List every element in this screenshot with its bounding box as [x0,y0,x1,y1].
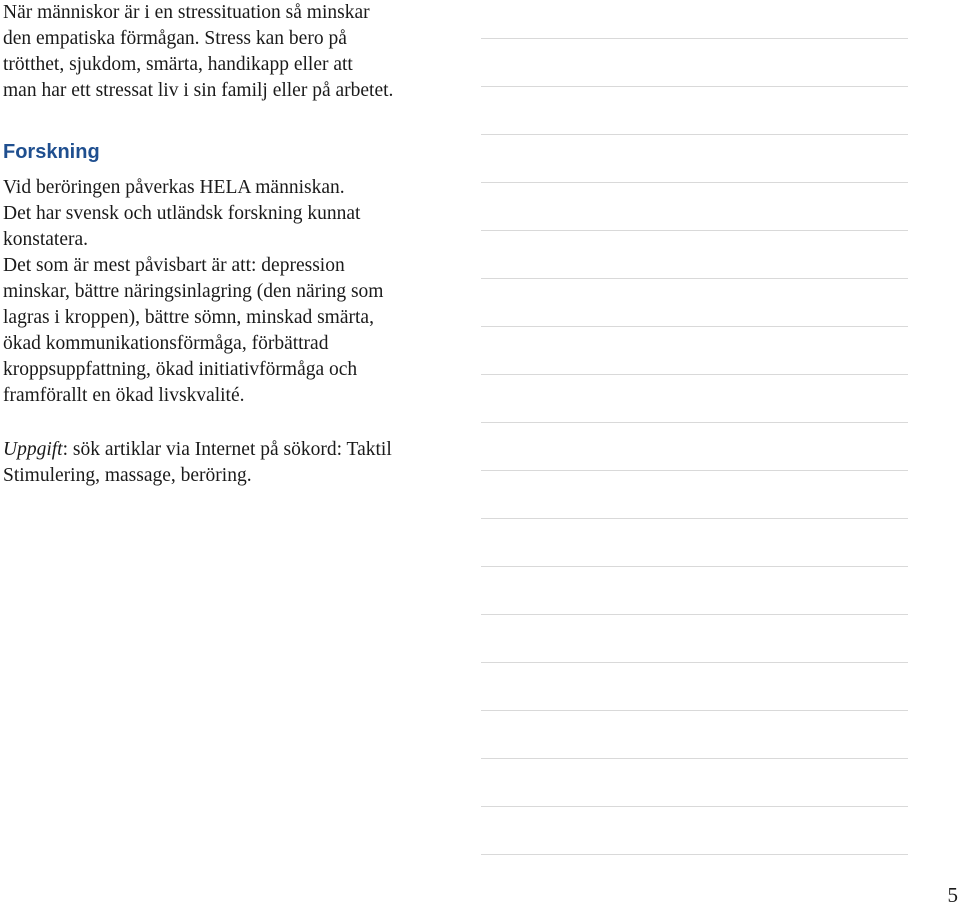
research-paragraph [3,175,383,409]
research-line: kroppsuppfattning, ökad initiativförmåga och [3,359,358,380]
research-line: lagras i kroppen), bättre sömn, minskad smärta, [3,307,374,328]
research-line: framförallt en ökad livskvalité. [3,385,245,406]
writing-line [481,86,908,87]
research-line: Det som är mest påvisbart är att: depression [3,255,345,276]
task-text: : sök artiklar via Internet på sökord: Taktil [62,439,392,460]
intro-line: När människor är i en stressituation så minskar [3,2,370,23]
writing-line [481,374,908,375]
task-paragraph [3,437,392,489]
writing-line [481,278,908,279]
research-line: Det har svensk och utländsk forskning kunnat [3,203,361,224]
writing-line [481,470,908,471]
text-column [3,0,473,486]
writing-line [481,758,908,759]
task-line [3,437,392,463]
writing-line [481,854,908,855]
writing-lines [481,0,908,909]
page-number: 5 [947,883,958,907]
task-label: Uppgift [3,439,63,460]
writing-line [481,566,908,567]
writing-line [481,134,908,135]
writing-line [481,422,908,423]
writing-line [481,230,908,231]
writing-line [481,518,908,519]
writing-line [481,614,908,615]
research-line: konstatera. [3,229,89,250]
section-heading: Forskning [3,141,100,163]
writing-line [481,806,908,807]
writing-line [481,662,908,663]
task-line: Stimulering, massage, beröring. [3,465,252,486]
writing-line [481,182,908,183]
intro-paragraph [3,0,473,104]
writing-line [481,710,908,711]
intro-line: man har ett stressat liv i sin familj eller på arbetet. [3,80,394,101]
writing-line [481,38,908,39]
research-line: Vid beröringen påverkas HELA människan. [3,177,345,198]
research-line: minskar, bättre näringsinlagring (den näring som [3,281,384,302]
intro-line: den empatiska förmågan. Stress kan bero på [3,28,347,49]
research-line: ökad kommunikationsförmåga, förbättrad [3,333,329,354]
intro-line: trötthet, sjukdom, smärta, handikapp eller att [3,54,353,75]
writing-line [481,326,908,327]
